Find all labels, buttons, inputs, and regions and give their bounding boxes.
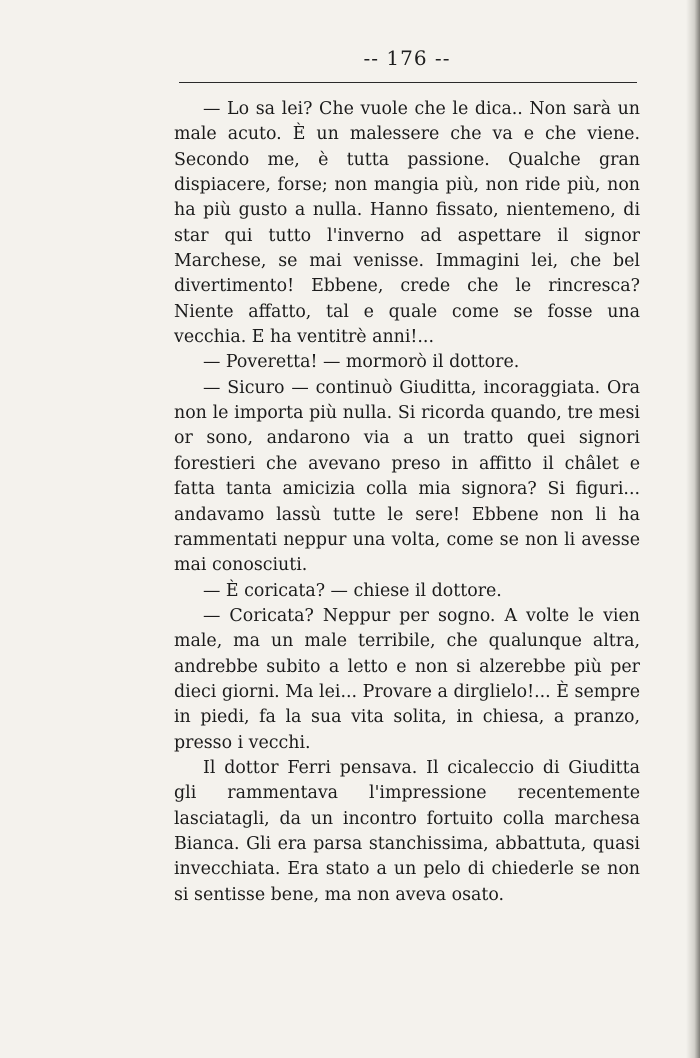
page-edge-shadow <box>686 0 700 1058</box>
header-rule <box>179 82 637 83</box>
paragraph: — Poveretta! — mormorò il dottore. <box>203 352 520 373</box>
paragraph: — Coricata? Neppur per sogno. A volte le vien male, ma un male terribile, che qualunque altra, andrebbe subito a letto e non si alzerebbe più per dieci giorni. Ma lei... Provare a dirglielo!... È sempre in piedi, fa la sua vita solita, in chiesa, a pranzo, presso i vecchi. <box>174 605 640 753</box>
page-number: -- 176 -- <box>363 46 451 70</box>
paragraph: Il dottor Ferri pensava. Il cicaleccio di Giuditta gli rammentava l'impressione recentemente lasciatagli, da un incontro fortuito colla marchesa Bianca. Gli era parsa stanchissima, abbattuta, quasi invecchiata. Era stato a un pelo di chiederle se non si sentisse bene, ma non aveva osato. <box>174 757 640 905</box>
page-body <box>174 97 640 908</box>
paragraph: — È coricata? — chiese il dottore. <box>203 580 502 601</box>
paragraph: — Sicuro — continuò Giuditta, incoraggiata. Ora non le importa più nulla. Si ricorda quando, tre mesi or sono, andarono via a un tratto quei signori forestieri che avevano preso in affitto il châlet e fatta tanta amicizia colla mia signora? Si figuri... andavamo lassù tutte le sere! Ebbene non li ha rammentati neppur una volta, come se non li avesse mai conosciuti. <box>174 377 640 576</box>
paragraph: — Lo sa lei? Che vuole che le dica.. Non sarà un male acuto. È un malessere che va e che viene. Secondo me, è tutta passione. Qualche gran dispiacere, forse; non mangia più, non ride più, non ha più gusto a nulla. Hanno fissato, nientemeno, di star qui tutto l'inverno ad aspettare il signor Marchese, se mai venisse. Immagini lei, che bel divertimento! Ebbene, crede che le rincresca? Niente affatto, tal e quale come se fosse una vecchia. E ha ventitrè anni!... <box>174 99 640 348</box>
